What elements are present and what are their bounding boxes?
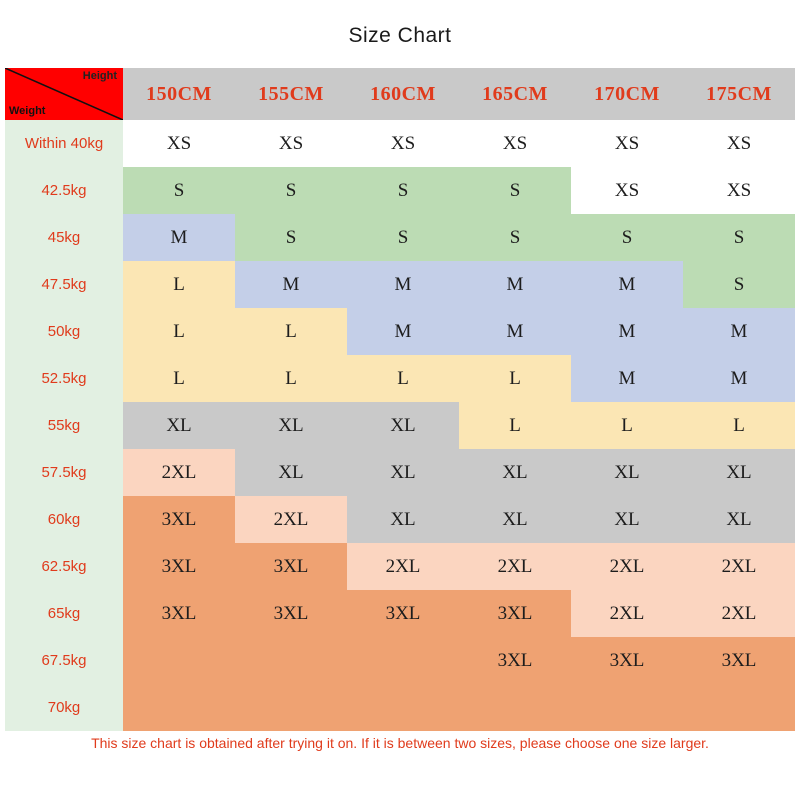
size-cell-10-0: 3XL	[123, 590, 235, 637]
size-cell-2-3: S	[459, 214, 571, 261]
column-header-3: 165CM	[459, 68, 571, 120]
size-chart-table-wrap	[0, 68, 800, 728]
row-label-4: 50kg	[5, 308, 123, 355]
size-cell-8-5: XL	[683, 496, 795, 543]
size-cell-5-5: M	[683, 355, 795, 402]
size-cell-2-4: S	[571, 214, 683, 261]
table-row	[5, 449, 795, 496]
size-cell-7-2: XL	[347, 449, 459, 496]
size-cell-1-5: XS	[683, 167, 795, 214]
size-cell-5-1: L	[235, 355, 347, 402]
size-cell-6-2: XL	[347, 402, 459, 449]
size-cell-1-2: S	[347, 167, 459, 214]
size-cell-8-4: XL	[571, 496, 683, 543]
size-cell-12-0	[123, 684, 235, 731]
row-label-12: 70kg	[5, 684, 123, 731]
axis-corner-cell	[5, 68, 123, 120]
size-cell-3-4: M	[571, 261, 683, 308]
table-row	[5, 637, 795, 684]
size-cell-11-3: 3XL	[459, 637, 571, 684]
row-label-2: 45kg	[5, 214, 123, 261]
page-title: Size Chart	[348, 24, 452, 47]
size-cell-4-1: L	[235, 308, 347, 355]
row-label-9: 62.5kg	[5, 543, 123, 590]
size-cell-5-2: L	[347, 355, 459, 402]
size-cell-6-4: L	[571, 402, 683, 449]
size-cell-5-0: L	[123, 355, 235, 402]
table-row	[5, 402, 795, 449]
size-cell-2-5: S	[683, 214, 795, 261]
row-label-6: 55kg	[5, 402, 123, 449]
row-label-10: 65kg	[5, 590, 123, 637]
size-cell-3-5: S	[683, 261, 795, 308]
size-cell-2-0: M	[123, 214, 235, 261]
row-label-7: 57.5kg	[5, 449, 123, 496]
column-header-1: 155CM	[235, 68, 347, 120]
size-cell-9-4: 2XL	[571, 543, 683, 590]
row-label-11: 67.5kg	[5, 637, 123, 684]
size-cell-3-0: L	[123, 261, 235, 308]
column-header-4: 170CM	[571, 68, 683, 120]
size-cell-11-4: 3XL	[571, 637, 683, 684]
row-label-1: 42.5kg	[5, 167, 123, 214]
size-cell-10-5: 2XL	[683, 590, 795, 637]
row-label-3: 47.5kg	[5, 261, 123, 308]
size-cell-2-2: S	[347, 214, 459, 261]
size-cell-0-4: XS	[571, 120, 683, 167]
size-cell-4-0: L	[123, 308, 235, 355]
size-cell-0-2: XS	[347, 120, 459, 167]
size-cell-1-3: S	[459, 167, 571, 214]
size-cell-0-1: XS	[235, 120, 347, 167]
size-cell-6-5: L	[683, 402, 795, 449]
size-cell-7-1: XL	[235, 449, 347, 496]
size-chart-table	[5, 68, 795, 731]
size-cell-4-5: M	[683, 308, 795, 355]
size-cell-4-4: M	[571, 308, 683, 355]
table-body	[5, 120, 795, 731]
size-cell-6-0: XL	[123, 402, 235, 449]
size-cell-11-5: 3XL	[683, 637, 795, 684]
size-cell-6-1: XL	[235, 402, 347, 449]
table-header	[5, 68, 795, 120]
size-cell-10-3: 3XL	[459, 590, 571, 637]
size-cell-3-2: M	[347, 261, 459, 308]
size-cell-7-0: 2XL	[123, 449, 235, 496]
size-cell-3-3: M	[459, 261, 571, 308]
table-row	[5, 261, 795, 308]
table-row	[5, 214, 795, 261]
size-cell-12-2	[347, 684, 459, 731]
size-cell-12-1	[235, 684, 347, 731]
size-cell-12-4	[571, 684, 683, 731]
table-row	[5, 308, 795, 355]
table-row	[5, 590, 795, 637]
table-row	[5, 355, 795, 402]
size-cell-11-0	[123, 637, 235, 684]
size-cell-7-3: XL	[459, 449, 571, 496]
size-cell-8-1: 2XL	[235, 496, 347, 543]
size-cell-10-4: 2XL	[571, 590, 683, 637]
size-cell-2-1: S	[235, 214, 347, 261]
size-cell-8-2: XL	[347, 496, 459, 543]
size-cell-4-3: M	[459, 308, 571, 355]
row-label-8: 60kg	[5, 496, 123, 543]
table-row	[5, 120, 795, 167]
column-header-2: 160CM	[347, 68, 459, 120]
row-label-0: Within 40kg	[5, 120, 123, 167]
size-cell-0-5: XS	[683, 120, 795, 167]
size-cell-12-5	[683, 684, 795, 731]
size-cell-7-4: XL	[571, 449, 683, 496]
table-header-row	[5, 68, 795, 120]
size-cell-5-3: L	[459, 355, 571, 402]
size-cell-1-4: XS	[571, 167, 683, 214]
size-cell-8-3: XL	[459, 496, 571, 543]
size-cell-0-0: XS	[123, 120, 235, 167]
table-row	[5, 684, 795, 731]
table-row	[5, 543, 795, 590]
size-cell-1-0: S	[123, 167, 235, 214]
size-cell-10-1: 3XL	[235, 590, 347, 637]
column-header-5: 175CM	[683, 68, 795, 120]
size-cell-9-3: 2XL	[459, 543, 571, 590]
size-chart-note: This size chart is obtained after trying it on. If it is between two sizes, please choose one size larger.	[91, 735, 709, 751]
size-cell-5-4: M	[571, 355, 683, 402]
size-cell-11-1	[235, 637, 347, 684]
size-cell-11-2	[347, 637, 459, 684]
size-cell-10-2: 3XL	[347, 590, 459, 637]
size-cell-0-3: XS	[459, 120, 571, 167]
size-cell-6-3: L	[459, 402, 571, 449]
axis-label-height: Height	[82, 70, 117, 82]
size-cell-4-2: M	[347, 308, 459, 355]
column-header-0: 150CM	[123, 68, 235, 120]
table-row	[5, 496, 795, 543]
size-cell-7-5: XL	[683, 449, 795, 496]
size-cell-1-1: S	[235, 167, 347, 214]
size-cell-9-0: 3XL	[123, 543, 235, 590]
size-cell-9-1: 3XL	[235, 543, 347, 590]
axis-label-weight: Weight	[9, 105, 46, 117]
table-row	[5, 167, 795, 214]
size-cell-3-1: M	[235, 261, 347, 308]
size-cell-12-3	[459, 684, 571, 731]
size-cell-9-5: 2XL	[683, 543, 795, 590]
row-label-5: 52.5kg	[5, 355, 123, 402]
size-cell-9-2: 2XL	[347, 543, 459, 590]
size-cell-8-0: 3XL	[123, 496, 235, 543]
